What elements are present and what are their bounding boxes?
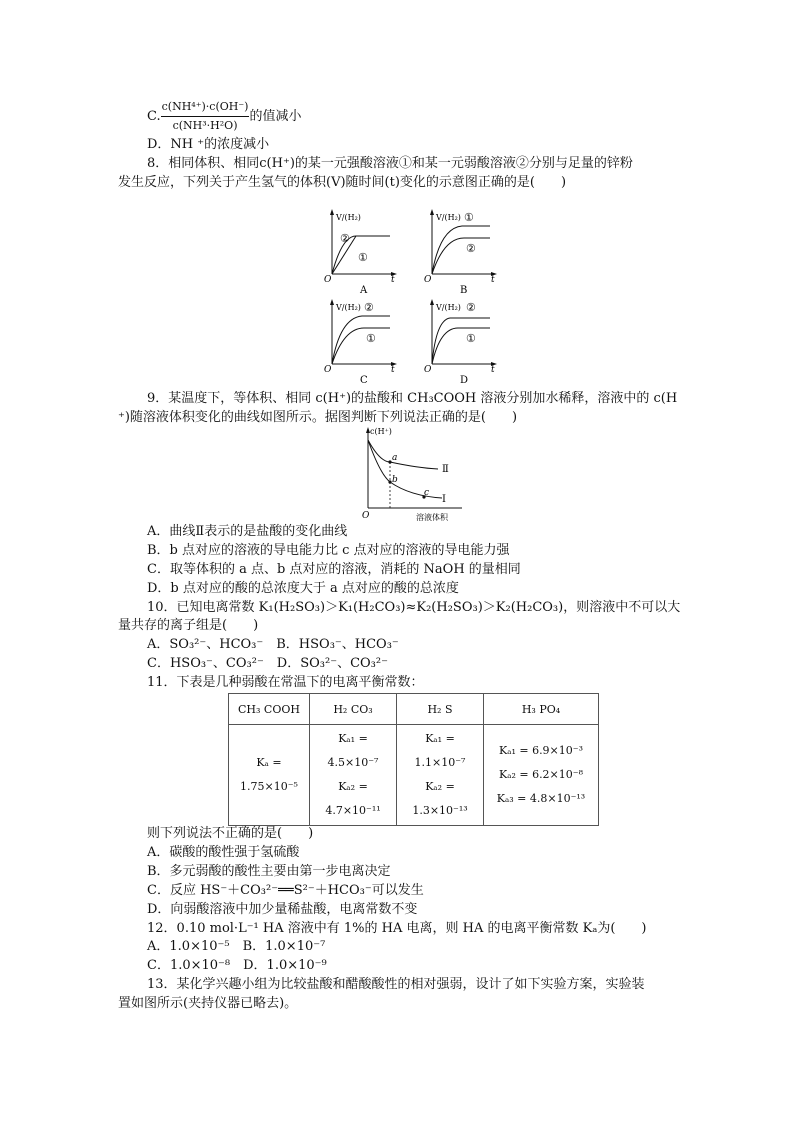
q11-option-b: B．多元弱酸的酸性主要由第一步电离决定 (147, 864, 391, 879)
q9-stem-line1: 9．某温度下，等体积、相同 c(H⁺)的盐酸和 CH₃COOH 溶液分别加水稀释，溶液中的 c(H (147, 391, 678, 406)
q8-graph-c-curve2-label: ② (364, 301, 374, 314)
q11-option-d: D．向弱酸溶液中加少量稀盐酸，电离常数不变 (147, 902, 418, 917)
q8-graph-b-curve1-label: ① (464, 211, 474, 224)
table-header-cell: CH₃ COOH (229, 694, 310, 725)
q11-option-c: C．反应 HS⁻＋CO₃²⁻══S²⁻＋HCO₃⁻可以发生 (147, 883, 424, 898)
q8-graph-c-curve1-label: ① (366, 332, 376, 345)
q11-question: 则下列说法不正确的是( ) (147, 826, 314, 841)
q8-graph-b-origin: O (424, 275, 432, 285)
q9-option-d: D．b 点对应的酸的总浓度大于 a 点对应的酸的总浓度 (147, 581, 459, 596)
q8-graph-b-ylabel: V/(H₂) (436, 213, 461, 222)
q10-stem-line1: 10．已知电离常数 K₁(H₂SO₃)＞K₁(H₂CO₃)≈K₂(H₂SO₃)＞K₂(H₂CO₃)，则溶液中不可以大 (147, 600, 681, 615)
q8-graph-d-ylabel: V/(H₂) (436, 303, 461, 312)
table-header-cell: H₂ CO₃ (310, 694, 397, 725)
table-cell-h2co3: Kₐ₁ = 4.5×10⁻⁷ Kₐ₂ = 4.7×10⁻¹¹ (310, 725, 397, 826)
q9-graph-xlabel: 溶液体积 (416, 513, 448, 522)
q8-graph-b-label: B (460, 285, 468, 294)
q8-graph-a-xlabel: t (391, 275, 395, 285)
q13-stem-line1: 13．某化学兴趣小组为比较盐酸和醋酸酸性的相对强弱，设计了如下实验方案，实验装 (147, 977, 645, 992)
q8-graph-d-origin: O (424, 365, 432, 375)
q8-graph-a-curve2-label: ② (340, 232, 350, 245)
table-cell-h2s: Kₐ₁ = 1.1×10⁻⁷ Kₐ₂ = 1.3×10⁻¹³ (397, 725, 484, 826)
q9-graph (358, 426, 468, 526)
q9-curve-2-label: Ⅱ (442, 464, 449, 475)
q12-options-ab: A．1.0×10⁻⁵ B．1.0×10⁻⁷ (147, 939, 326, 954)
table-header-cell: H₂ S (397, 694, 484, 725)
q9-graph-ylabel: c(H⁺) (370, 427, 392, 436)
q11-constants-table (228, 693, 599, 826)
table-header-row (229, 694, 599, 725)
q13-stem-line2: 置如图所示(夹持仪器已略去)。 (118, 996, 298, 1011)
q10-options-ab: A．SO₃²⁻、HCO₃⁻ B．HSO₃⁻、HCO₃⁻ (147, 637, 399, 652)
q8-graph-d-xlabel: t (491, 365, 495, 375)
q9-point-b: b (392, 475, 398, 485)
q9-option-b: B．b 点对应的溶液的导电能力比 c 点对应的溶液的导电能力强 (147, 543, 510, 558)
q7-fraction: $\frac{\text{c(NH⁴⁺)·c(OH⁻)}}{\text{c(NH³·H²O)}}$ (161, 100, 249, 132)
table-header-cell: H₃ PO₄ (484, 694, 599, 725)
q9-stem-line2: ⁺)随溶液体积变化的曲线如图所示。据图判断下列说法正确的是( ) (118, 410, 518, 425)
q12-stem: 12．0.10 mol·L⁻¹ HA 溶液中有 1%的 HA 电离，则 HA 的电离平衡常数 Kₐ为( ) (147, 921, 647, 936)
q9-curve-1-label: Ⅰ (442, 494, 446, 505)
table-row (229, 725, 599, 826)
q8-graph-c-origin: O (324, 365, 332, 375)
q8-graph-b-curve2-label: ② (466, 242, 476, 255)
q8-graph-a-label: A (360, 285, 368, 294)
q8-graph-c-xlabel: t (391, 365, 395, 375)
q8-graph-c-ylabel: V/(H₂) (336, 303, 361, 312)
q8-graph-a (318, 206, 398, 298)
q8-graph-d-curve1-label: ① (466, 332, 476, 345)
q8-graph-a-ylabel: V/(H₂) (336, 213, 361, 222)
table-cell-ch3cooh: Kₐ = 1.75×10⁻⁵ (229, 725, 310, 826)
q8-graph-a-origin: O (324, 275, 332, 285)
q7-option-c: C. $\frac{\text{c(NH⁴⁺)·c(OH⁻)}}{\text{c(NH³·H²O)}}$ 的值减小 (147, 98, 301, 135)
q9-option-a: A．曲线Ⅱ表示的是盐酸的变化曲线 (147, 524, 348, 539)
q10-stem-line2: 量共存的离子组是( ) (118, 618, 259, 633)
q8-graph-d (418, 296, 498, 388)
q8-graph-c-label: C (360, 375, 368, 384)
q8-graph-d-curve2-label: ② (466, 301, 476, 314)
q9-option-c: C．取等体积的 a 点、b 点对应的溶液，消耗的 NaOH 的量相同 (147, 562, 521, 577)
q9-graph-origin: O (362, 511, 370, 521)
q8-graph-b-xlabel: t (491, 275, 495, 285)
q8-graph-c (318, 296, 398, 388)
q10-options-cd: C．HSO₃⁻、CO₃²⁻ D．SO₃²⁻、CO₃²⁻ (147, 656, 388, 671)
q11-option-a: A．碳酸的酸性强于氢硫酸 (147, 845, 300, 860)
q12-options-cd: C．1.0×10⁻⁸ D．1.0×10⁻⁹ (147, 958, 327, 973)
q8-graph-a-curve1-label: ① (358, 251, 368, 264)
q8-stem-line1: 8．相同体积、相同c(H⁺)的某一元强酸溶液①和某一元弱酸溶液②分别与足量的锌粉 (147, 156, 633, 171)
table-cell-h3po4: Kₐ₁ = 6.9×10⁻³ Kₐ₂ = 6.2×10⁻⁸ Kₐ₃ = 4.8×10⁻¹³ (484, 725, 599, 826)
q9-point-c: c (424, 488, 430, 498)
q8-stem-line2: 发生反应，下列关于产生氢气的体积(V)随时间(t)变化的示意图正确的是( ) (118, 175, 567, 190)
q11-intro: 11．下表是几种弱酸在常温下的电离平衡常数： (147, 675, 424, 690)
q9-point-a: a (392, 453, 398, 463)
q8-graph-d-label: D (460, 375, 469, 384)
q8-graph-b (418, 206, 498, 298)
q7-option-d: D．NH ⁺的浓度减小 (147, 137, 270, 152)
